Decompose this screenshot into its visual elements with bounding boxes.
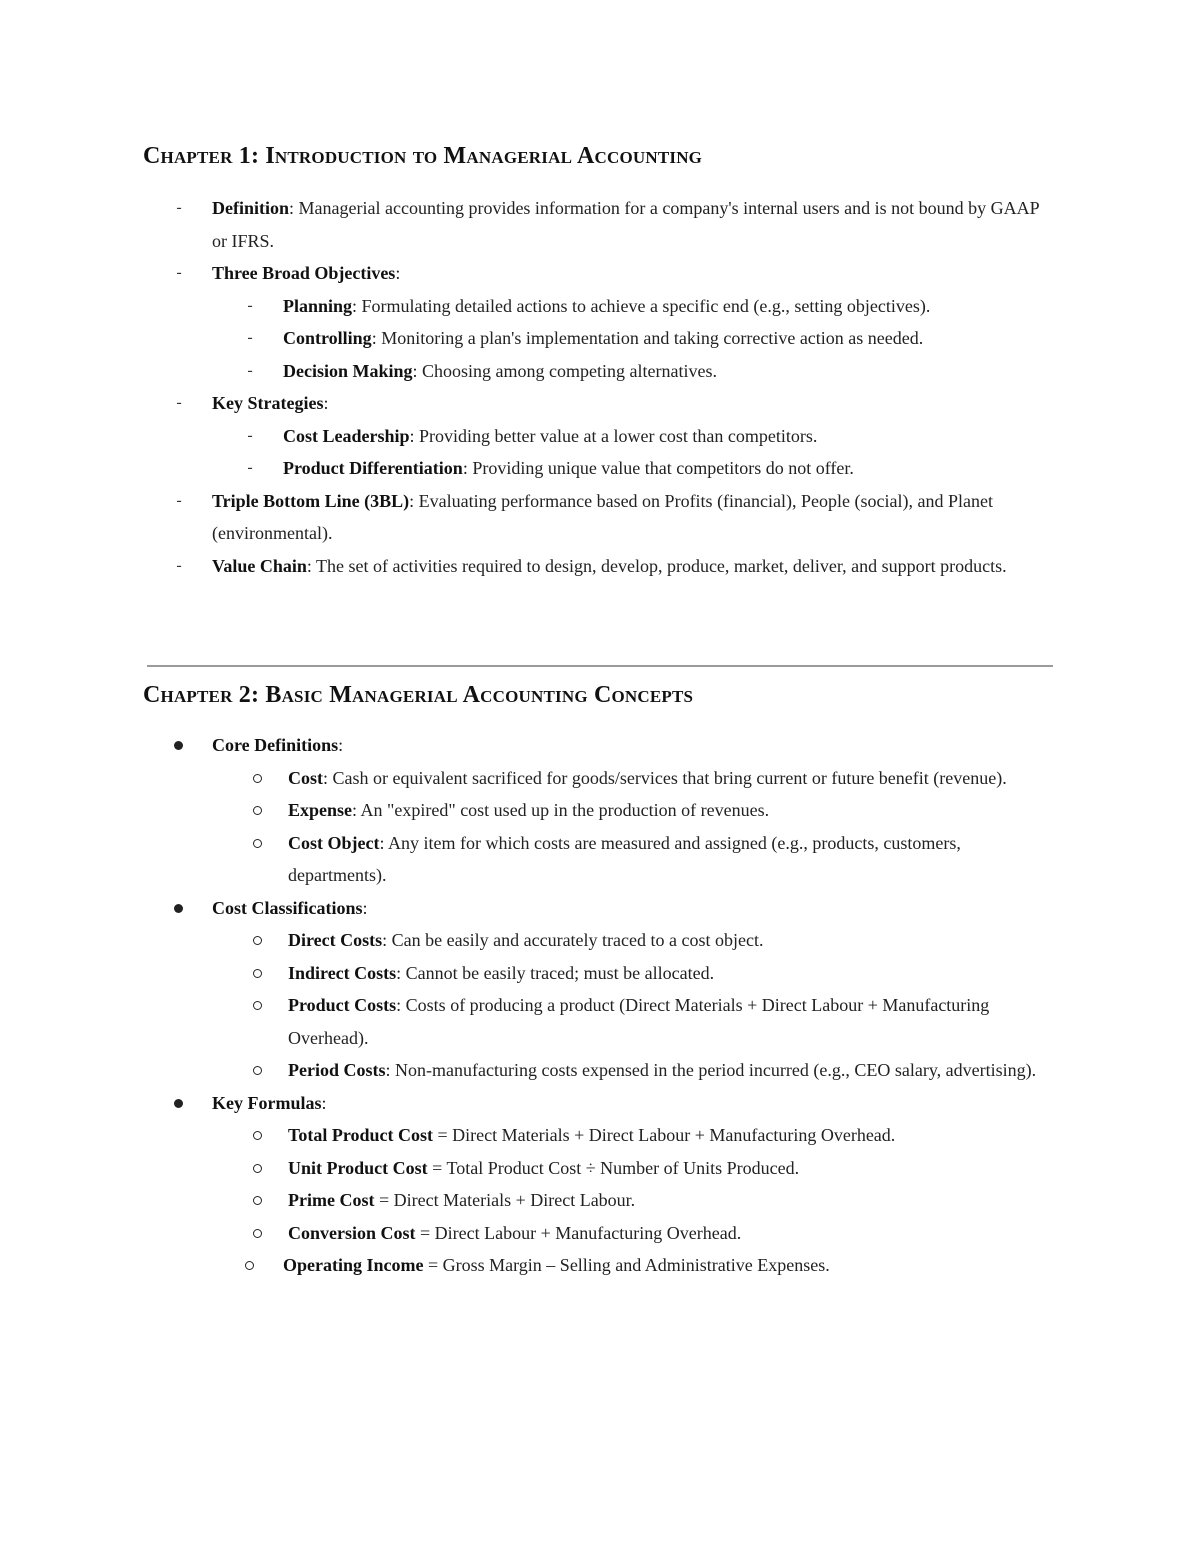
desc-indirect-costs: : Cannot be easily traced; must be allocated.: [396, 962, 715, 983]
list-item-key-strategies: [0, 387, 1057, 420]
circle-bullet-icon: [245, 1261, 254, 1270]
circle-bullet-icon: [253, 806, 262, 815]
term-controlling: Controlling: [283, 328, 372, 348]
list-item-prime-cost: [0, 1184, 1057, 1217]
chapter-2-list: [0, 729, 1200, 1282]
list-item-core-definitions: [0, 729, 1057, 762]
desc-unit-product-cost: = Total Product Cost ÷ Number of Units Produced.: [427, 1157, 800, 1178]
disc-bullet-icon: [174, 1099, 183, 1108]
term-unit-product-cost: Unit Product Cost: [288, 1157, 428, 1178]
desc-cost-object: : Any item for which costs are measured and assigned (e.g., products, customers, departments).: [288, 832, 961, 885]
circle-bullet-icon: [253, 839, 262, 848]
term-direct-costs: Direct Costs: [288, 930, 383, 950]
list-item-key-formulas: [0, 1087, 1057, 1120]
term-product-costs: Product Costs: [288, 995, 397, 1015]
desc-triple-bottom-line: : Evaluating performance based on Profits (financial), People (social), and Planet (environmental).: [212, 490, 993, 543]
desc-three-broad-objectives: :: [395, 263, 401, 283]
circle-bullet-icon: [253, 1131, 262, 1140]
desc-decision-making: : Choosing among competing alternatives.: [412, 360, 717, 381]
term-three-broad-objectives: Three Broad Objectives: [212, 263, 396, 283]
term-expense: Expense: [288, 800, 353, 820]
list-item-three-broad-objectives: [0, 257, 1057, 290]
circle-bullet-icon: [253, 1229, 262, 1238]
desc-period-costs: : Non-manufacturing costs expensed in the period incurred (e.g., CEO salary, advertising).: [385, 1060, 1037, 1080]
dash-bullet-icon: -: [176, 556, 182, 574]
list-item-unit-product-cost: [0, 1152, 1057, 1185]
dash-bullet-icon: -: [247, 361, 253, 379]
list-item-expense: [0, 794, 1057, 827]
term-period-costs: Period Costs: [288, 1060, 386, 1080]
term-value-chain: Value Chain: [212, 555, 307, 576]
dash-bullet-icon: -: [247, 459, 253, 476]
disc-bullet-icon: [174, 741, 183, 750]
list-item-cost: [0, 762, 1057, 795]
dash-bullet-icon: -: [176, 394, 182, 411]
term-indirect-costs: Indirect Costs: [288, 962, 397, 983]
dash-bullet-icon: -: [176, 199, 182, 216]
desc-operating-income: = Gross Margin – Selling and Administrative Expenses.: [423, 1255, 830, 1275]
list-item-product-differentiation: [0, 452, 1057, 485]
term-cost-object: Cost Object: [288, 832, 380, 853]
list-item-definition: [0, 192, 1057, 257]
chapter-2-title: Chapter 2: Basic Managerial Accounting Concepts: [143, 682, 694, 708]
term-triple-bottom-line: Triple Bottom Line (3BL): [212, 490, 410, 511]
desc-cost: : Cash or equivalent sacrificed for goods/services that bring current or future benefit (revenue).: [323, 767, 1007, 788]
list-item-operating-income: [0, 1249, 1057, 1282]
list-item-cost-classifications: [0, 892, 1057, 925]
desc-core-definitions: :: [338, 735, 344, 755]
term-cost-classifications: Cost Classifications: [212, 897, 363, 918]
term-decision-making: Decision Making: [283, 360, 413, 381]
circle-bullet-icon: [253, 969, 262, 978]
term-operating-income: Operating Income: [283, 1255, 424, 1275]
circle-bullet-icon: [253, 1164, 262, 1173]
list-item-period-costs: [0, 1054, 1057, 1087]
list-item-decision-making: [0, 355, 1057, 388]
dash-bullet-icon: -: [247, 296, 253, 314]
list-item-direct-costs: [0, 924, 1057, 957]
circle-bullet-icon: [253, 1066, 262, 1075]
desc-value-chain: : The set of activities required to design, develop, produce, market, deliver, and support products.: [306, 555, 1007, 576]
dash-bullet-icon: -: [247, 426, 253, 444]
desc-product-costs: : Costs of producing a product (Direct Materials + Direct Labour + Manufacturing Overhead).: [288, 995, 990, 1048]
desc-cost-classifications: :: [362, 897, 368, 918]
desc-key-formulas: :: [321, 1092, 327, 1113]
circle-bullet-icon: [253, 936, 262, 945]
desc-key-strategies: :: [323, 393, 329, 413]
desc-total-product-cost: = Direct Materials + Direct Labour + Manufacturing Overhead.: [433, 1125, 896, 1145]
list-item-total-product-cost: [0, 1119, 1057, 1152]
desc-controlling: : Monitoring a plan's implementation and taking corrective action as needed.: [371, 328, 924, 348]
desc-product-differentiation: : Providing unique value that competitors do not offer.: [462, 458, 854, 478]
term-cost: Cost: [288, 767, 323, 788]
desc-expense: : An "expired" cost used up in the production of revenues.: [352, 800, 770, 820]
dash-bullet-icon: -: [247, 329, 253, 346]
term-product-differentiation: Product Differentiation: [283, 458, 463, 478]
term-core-definitions: Core Definitions: [212, 735, 339, 755]
list-item-indirect-costs: [0, 957, 1057, 990]
list-item-cost-object: [0, 827, 1057, 892]
term-total-product-cost: Total Product Cost: [288, 1125, 434, 1145]
circle-bullet-icon: [253, 1001, 262, 1010]
section-divider: [147, 665, 1053, 667]
list-item-cost-leadership: [0, 420, 1057, 453]
dash-bullet-icon: -: [176, 264, 182, 281]
list-item-product-costs: [0, 989, 1057, 1054]
chapter-1-list: [0, 192, 1200, 582]
term-cost-leadership: Cost Leadership: [283, 425, 410, 446]
term-conversion-cost: Conversion Cost: [288, 1222, 416, 1243]
desc-conversion-cost: = Direct Labour + Manufacturing Overhead.: [415, 1222, 742, 1243]
list-item-planning: [0, 290, 1057, 323]
list-item-value-chain: [0, 550, 1057, 583]
disc-bullet-icon: [174, 904, 183, 913]
term-definition: Definition: [212, 198, 290, 218]
dash-bullet-icon: -: [176, 491, 182, 509]
circle-bullet-icon: [253, 774, 262, 783]
list-item-controlling: [0, 322, 1057, 355]
term-key-strategies: Key Strategies: [212, 393, 324, 413]
term-planning: Planning: [283, 295, 353, 316]
list-item-conversion-cost: [0, 1217, 1057, 1250]
desc-definition: : Managerial accounting provides information for a company's internal users and is not bound by GAAP or IFRS.: [212, 198, 1039, 251]
desc-direct-costs: : Can be easily and accurately traced to a cost object.: [382, 930, 764, 950]
desc-planning: : Formulating detailed actions to achieve a specific end (e.g., setting objectives).: [352, 295, 931, 316]
term-prime-cost: Prime Cost: [288, 1190, 375, 1210]
term-key-formulas: Key Formulas: [212, 1092, 322, 1113]
desc-prime-cost: = Direct Materials + Direct Labour.: [374, 1190, 636, 1210]
desc-cost-leadership: : Providing better value at a lower cost than competitors.: [409, 425, 818, 446]
chapter-1-title: Chapter 1: Introduction to Managerial Accounting: [143, 143, 703, 169]
circle-bullet-icon: [253, 1196, 262, 1205]
list-item-triple-bottom-line: [0, 485, 1057, 550]
